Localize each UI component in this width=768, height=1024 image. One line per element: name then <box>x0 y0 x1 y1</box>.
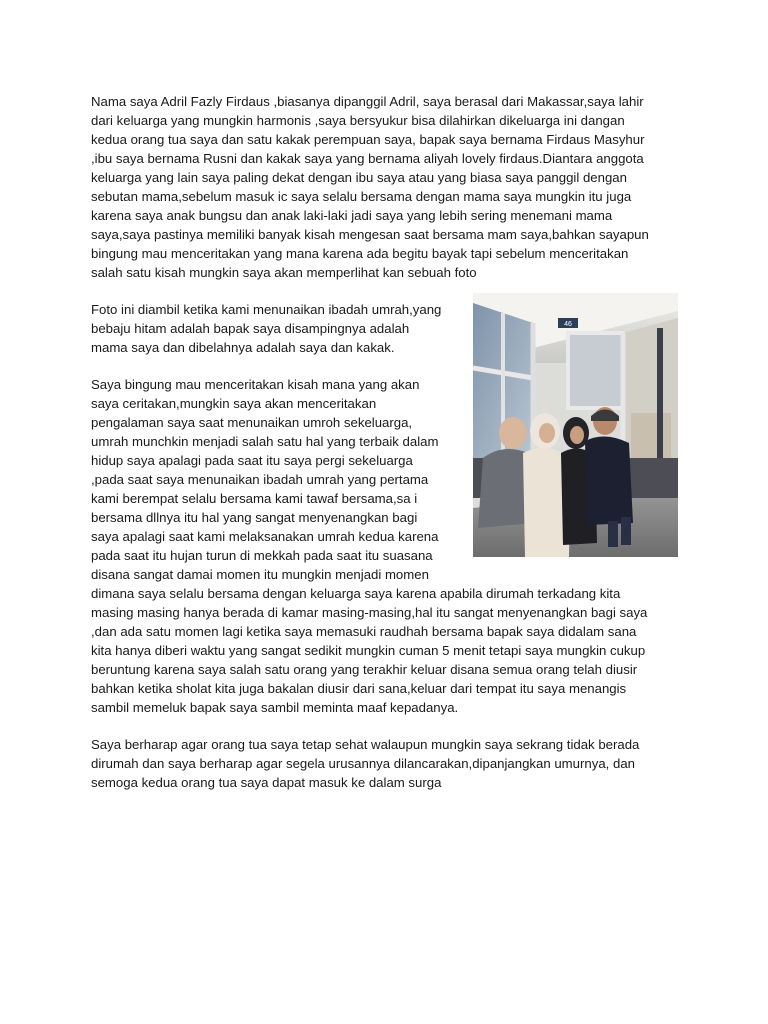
paragraph-3-line: bahkan ketika sholat kita juga bakalan diusir dari sana,keluar dari tempat itu saya menangis <box>91 681 627 696</box>
paragraph-4-line: Saya berharap agar orang tua saya tetap sehat walaupun mungkin saya sekrang tidak berada <box>91 737 640 752</box>
paragraph-3-line: ,pada saat saya menunaikan ibadah umrah yang pertama <box>91 472 429 487</box>
paragraph-3-line: umrah munchkin menjadi salah satu hal yang terbaik dalam <box>91 434 439 449</box>
paragraph-1-line: Nama saya Adril Fazly Firdaus ,biasanya dipanggil Adril, saya berasal dari Makassar,saya lahir <box>91 94 644 109</box>
paragraph-1-line: dari keluarga yang mungkin harmonis ,saya bersyukur bisa dilahirkan dikeluarga ini dangan <box>91 113 625 128</box>
paragraph-3-line: disana sangat damai momen itu mungkin menjadi momen <box>91 567 429 582</box>
paragraph-3-line: masing masing hanya berada di kamar masing-masing,hal itu sangat menyenangkan bagi saya <box>91 605 648 620</box>
paragraph-3-line: kita hanya diberi waktu yang sangat sedikit mungkin cuman 5 menit tetapi saya mungkin cukup <box>91 643 646 658</box>
paragraph-1-line: kedua orang tua saya dan satu kakak perempuan saya, bapak saya bernama Firdaus Masyhur <box>91 132 645 147</box>
carriage-number-label: 46 <box>564 321 572 328</box>
paragraph-2-line: mama saya dan dibelahnya adalah saya dan kakak. <box>91 340 395 355</box>
paragraph-3-line: saya apalagi saat kami melaksanakan umrah kedua karena <box>91 529 439 544</box>
family-photo <box>473 293 678 557</box>
paragraph-1-line: karena saya anak bungsu dan anak laki-laki jadi saya yang lebih sering menemani mama <box>91 208 613 223</box>
paragraph-3-line: saya ceritakan,mungkin saya akan menceritakan <box>91 396 377 411</box>
paragraph-4-line: dirumah dan saya berharap agar segela urusannya dilancarakan,dipanjangkan umurnya, dan <box>91 756 635 771</box>
paragraph-3-line: bersama dllnya itu hal yang sangat menyenangkan bagi <box>91 510 418 525</box>
paragraph-1-line: keluarga yang lain saya paling dekat dengan ibu saya atau yang biasa saya panggil dengan <box>91 170 627 185</box>
paragraph-2-line: bebaju hitam adalah bapak saya disampingnya adalah <box>91 321 410 336</box>
paragraph-1-line: salah satu kisah mungkin saya akan memperlihat kan sebuah foto <box>91 265 477 280</box>
paragraph-3-line: hidup saya apalagi pada saat itu saya pergi sekeluarga <box>91 453 413 468</box>
paragraph-1-line: sebutan mama,sebelum masuk ic saya selalu bersama dengan mama saya mungkin itu juga <box>91 189 632 204</box>
paragraph-4-line: semoga kedua orang tua saya dapat masuk ke dalam surga <box>91 775 442 790</box>
paragraph-3-line: ,dan ada satu momen lagi ketika saya memasuki raudhah bersama bapak saya didalam sana <box>91 624 637 639</box>
paragraph-3-line: pada saat itu hujan turun di mekkah pada saat itu suasana <box>91 548 433 563</box>
paragraph-2-line: Foto ini diambil ketika kami menunaikan ibadah umrah,yang <box>91 302 442 317</box>
paragraph-3-line: dimana saya selalu bersama dengan keluarga saya karena apabila dirumah terkadang kita <box>91 586 621 601</box>
paragraph-3-line: sambil memeluk bapak saya sambil meminta maaf kepadanya. <box>91 700 459 715</box>
paragraph-3-line: pengalaman saya saat menunaikan umroh sekeluarga, <box>91 415 413 430</box>
paragraph-3-line: beruntung karena saya salah satu orang yang terakhir keluar disana semua orang telah diusir <box>91 662 638 677</box>
paragraph-1-line: saya,saya pastinya memiliki banyak kisah mengesan saat bersama mam saya,bahkan sayapun <box>91 227 649 242</box>
paragraph-3-line: Saya bingung mau menceritakan kisah mana yang akan <box>91 377 420 392</box>
paragraph-3-line: kami berempat selalu bersama kami tawaf bersama,sa i <box>91 491 418 506</box>
family-photo-image <box>473 293 678 557</box>
paragraph-1-line: ,ibu saya bernama Rusni dan kakak saya yang bernama aliyah lovely firdaus.Diantara anggota <box>91 151 644 166</box>
paragraph-1-line: bingung mau menceritakan yang mana karena ada begitu bayak tapi sebelum menceritakan <box>91 246 629 261</box>
